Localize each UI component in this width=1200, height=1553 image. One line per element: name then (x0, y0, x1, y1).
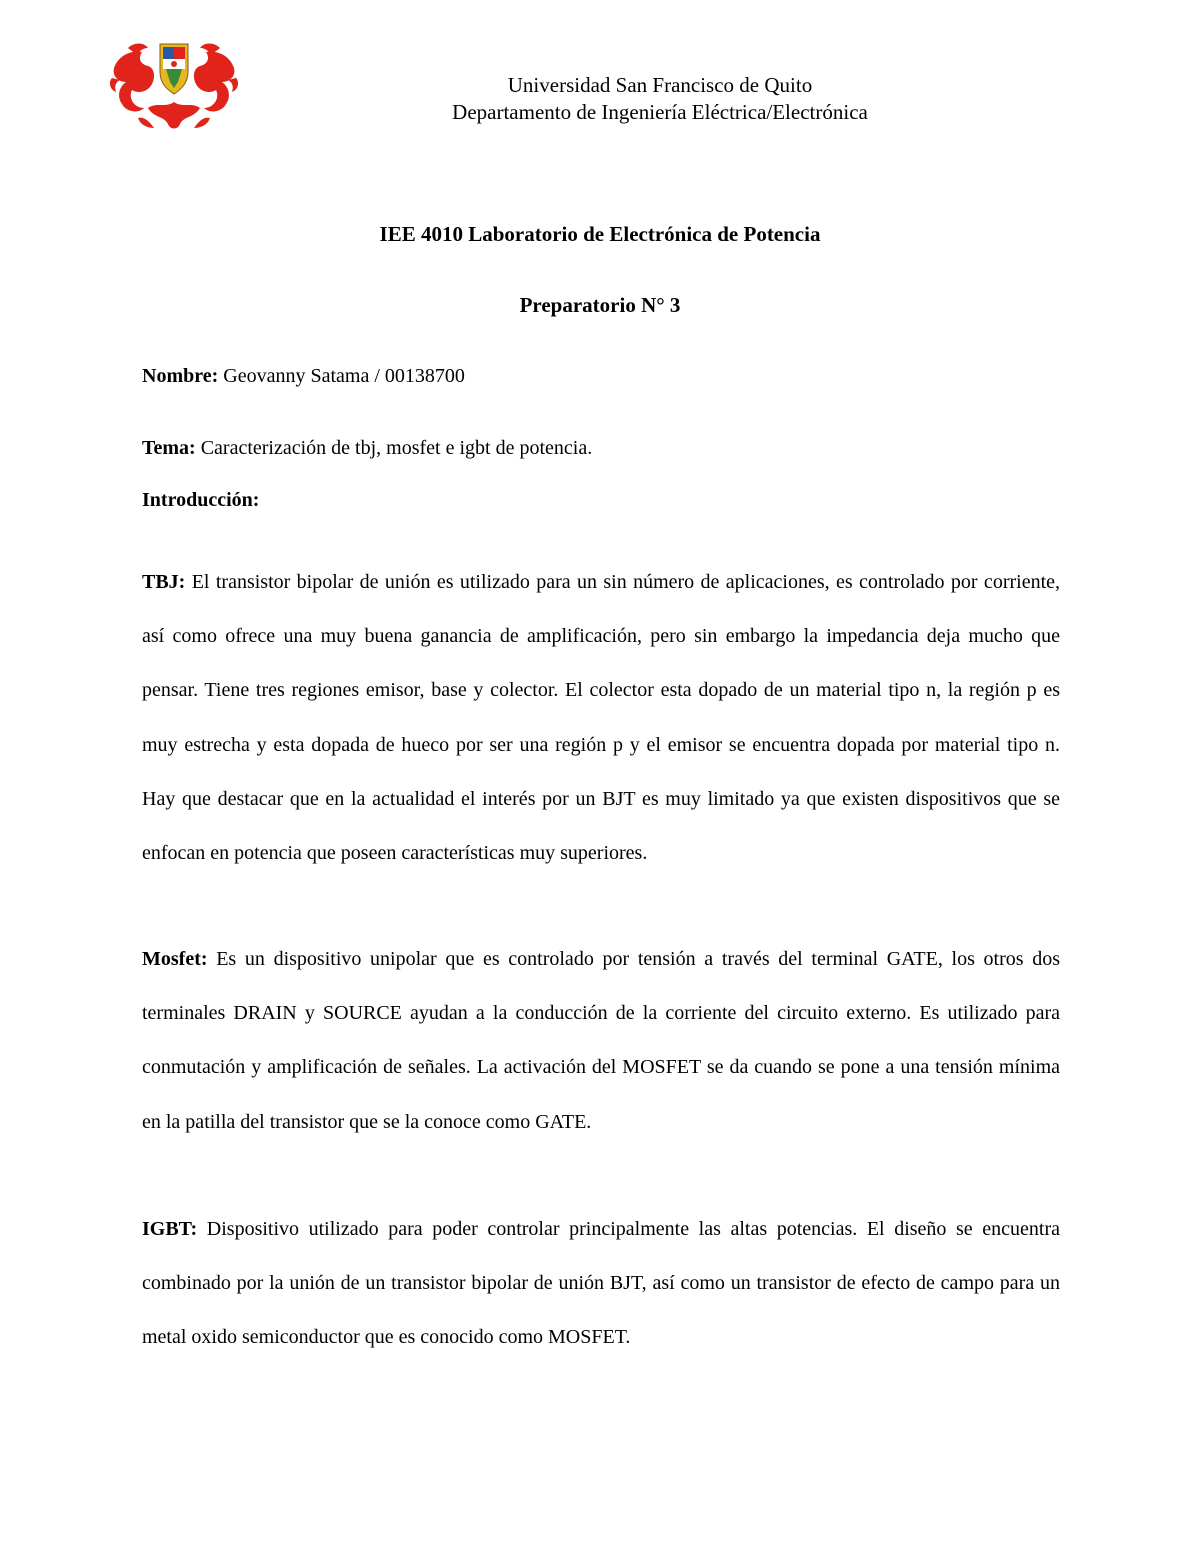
tbj-label: TBJ: (142, 571, 186, 593)
nombre-field (142, 365, 465, 388)
institution-name: Universidad San Francisco de Quito (507, 73, 813, 97)
igbt-paragraph (142, 1202, 1060, 1365)
course-title: IEE 4010 Laboratorio de Electrónica de Potencia (379, 222, 821, 246)
nombre-label: Nombre: (142, 365, 219, 387)
university-logo (108, 38, 240, 132)
tema-field (142, 437, 592, 460)
tema-value: Caracterización de tbj, mosfet e igbt de potencia. (195, 437, 593, 459)
tema-label: Tema: (142, 437, 196, 459)
preparatorio-title: Preparatorio N° 3 (519, 293, 681, 317)
igbt-text: Dispositivo utilizado para poder controlar principalmente las altas potencias. El diseño se encuentra combinado por la unión de un transistor bipolar de unión BJT, así como un transistor de efecto de campo para un metal oxido semiconductor que es conocido como MOSFET. (142, 1218, 1060, 1349)
mosfet-paragraph (142, 932, 1060, 1149)
department-name: Departamento de Ingeniería Eléctrica/Electrónica (452, 100, 868, 124)
nombre-value: Geovanny Satama / 00138700 (218, 365, 465, 387)
mosfet-text: Es un dispositivo unipolar que es controlado por tensión a través del terminal GATE, los otros dos terminales DRAIN y SOURCE ayudan a la conducción de la corriente del circuito externo. Es utilizado para conmutación y amplificación de señales. La activación del MOSFET se da cuando se pone a una tensión mínima en la patilla del transistor que se la conoce como GATE. (142, 948, 1060, 1133)
tbj-text: El transistor bipolar de unión es utilizado para un sin número de aplicaciones, es controlado por corriente, así como ofrece una muy buena ganancia de amplificación, pero sin embargo la impedancia deja mucho que pensar. Tiene tres regiones emisor, base y colector. El colector esta dopado de un material tipo n, la región p es muy estrecha y esta dopada de hueco por ser una región p y el emisor se encuentra dopada por material tipo n. Hay que destacar que en la actualidad el interés por un BJT es muy limitado ya que existen dispositivos que se enfocan en potencia que poseen características muy superiores. (142, 571, 1060, 865)
igbt-label: IGBT: (142, 1218, 198, 1240)
tbj-paragraph (142, 555, 1060, 880)
mosfet-label: Mosfet: (142, 948, 208, 970)
introduccion-heading: Introducción: (142, 489, 260, 511)
